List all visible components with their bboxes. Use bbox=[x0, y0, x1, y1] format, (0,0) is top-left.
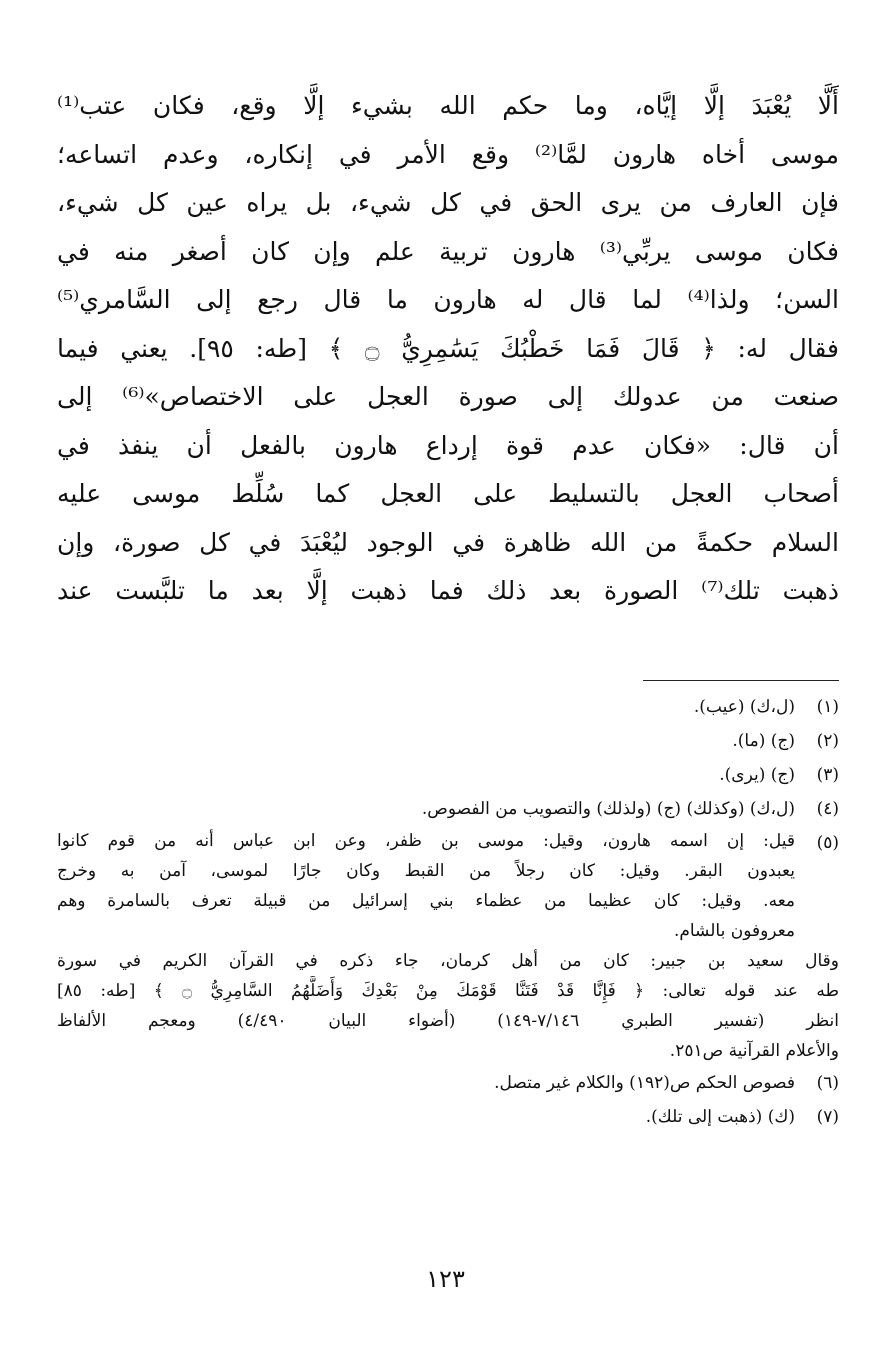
footnote-number: (٣) bbox=[816, 765, 839, 785]
footnote-text: يعبدون البقر. وقيل: كان رجلاً من القبط وكان جارًا لموسى، آمن به وخرج bbox=[57, 861, 795, 881]
footnote-number: (٦) bbox=[816, 1073, 839, 1093]
footnote-text: قيل: إن اسمه هارون، وقيل: موسى بن ظفر، وعن ابن عباس أنه من قوم كانوا bbox=[57, 831, 795, 851]
footnote-2 bbox=[57, 724, 839, 758]
footnote-number: (٤) bbox=[816, 799, 839, 819]
main-text-line: فكان موسى يربِّي⁽³⁾ هارون تربية علم وإن كان أصغر منه في bbox=[57, 236, 839, 266]
footnote-5-continuation bbox=[57, 946, 839, 1066]
footnote-5 bbox=[57, 826, 839, 946]
footnote-text: انظر (تفسير الطبري ٧/١٤٦-١٤٩) (أضواء البيان ٤/٤٩٠) ومعجم الألفاظ bbox=[57, 1011, 839, 1031]
footnote-text: والأعلام القرآنية ص٢٥١. bbox=[669, 1041, 839, 1061]
footnote-3 bbox=[57, 758, 839, 792]
footnote-text: وقال سعيد بن جبير: كان من أهل كرمان، جاء ذكره في القرآن الكريم في سورة bbox=[57, 951, 839, 971]
footnote-6 bbox=[57, 1066, 839, 1100]
main-text-line: السن؛ ولذا⁽⁴⁾ لما قال له هارون ما قال رجع إلى السَّامري⁽⁵⁾ bbox=[57, 285, 839, 314]
footnote-text: (ج) (يرى). bbox=[719, 765, 795, 785]
main-text-line: أَلَّا يُعْبَدَ إلَّا إيَّاه، وما حكم الله بشيء إلَّا وقع، فكان عتب⁽¹⁾ bbox=[57, 91, 839, 120]
main-text-line: ذهبت تلك⁽⁷⁾ الصورة بعد ذلك فما ذهبت إلَّا بعد ما تلبَّست عند bbox=[57, 576, 839, 605]
main-text-line: السلام حكمةً من الله ظاهرة في الوجود ليُعْبَدَ في كل صورة، وإن bbox=[57, 527, 839, 557]
main-text-line: أن قال: «فكان عدم قوة إرداع هارون بالفعل أن ينفذ في bbox=[57, 430, 839, 460]
main-text-line: أصحاب العجل بالتسليط على العجل كما سُلِّط موسى عليه bbox=[57, 479, 839, 508]
footnote-text: معه. وقيل: كان عظيما من عظماء بني إسرائيل من قبيلة تعرف بالسامرة وهم bbox=[57, 891, 795, 911]
footnote-number: (٥) bbox=[816, 833, 839, 853]
footnote-4 bbox=[57, 792, 839, 826]
footnote-text: طه عند قوله تعالى: ﴿ فَإِنَّا قَدْ فَتَنَّا قَوْمَكَ مِنْ بَعْدِكَ وَأَضَلَّهُمُ السَّامِرِيُّ ۝ ﴾ [طه: ٨٥] bbox=[57, 981, 839, 1001]
footnote-number: (٢) bbox=[816, 731, 839, 751]
footnote-number: (١) bbox=[816, 697, 839, 717]
main-text-line: فقال له: ﴿ قَالَ فَمَا خَطْبُكَ يَسَٰمِرِيُّ ۝ ﴾ [طه: ٩٥]. يعني فيما bbox=[57, 333, 839, 363]
footnote-text: (ك) (ذهبت إلى تلك). bbox=[645, 1107, 795, 1127]
main-text-line: موسى أخاه هارون لمَّا⁽²⁾ وقع الأمر في إنكاره، وعدم اتساعه؛ bbox=[57, 139, 839, 169]
footnote-text: (ل،ك) (عيب). bbox=[693, 697, 795, 717]
main-text-line: صنعت من عدولك إلى صورة العجل على الاختصاص»⁽⁶⁾ إلى bbox=[57, 382, 839, 411]
main-text-line: فإن العارف من يرى الحق في كل شيء، بل يراه عين كل شيء، bbox=[57, 188, 839, 217]
footnote-1 bbox=[57, 690, 839, 724]
footnote-text: معروفون بالشام. bbox=[673, 921, 795, 941]
footnotes-block bbox=[57, 690, 839, 1134]
footnote-7 bbox=[57, 1100, 839, 1134]
page-number: ١٢٣ bbox=[426, 1265, 465, 1293]
footnote-number: (٧) bbox=[816, 1107, 839, 1127]
main-text-block bbox=[57, 82, 839, 616]
footnote-text: فصوص الحكم ص(١٩٢) والكلام غير متصل. bbox=[494, 1073, 795, 1093]
footnote-text: (ج) (ما). bbox=[732, 731, 795, 751]
footnotes-divider bbox=[643, 680, 839, 681]
footnote-text: (ل،ك) (وكذلك) (ج) (ولذلك) والتصويب من الفصوص. bbox=[421, 799, 795, 819]
